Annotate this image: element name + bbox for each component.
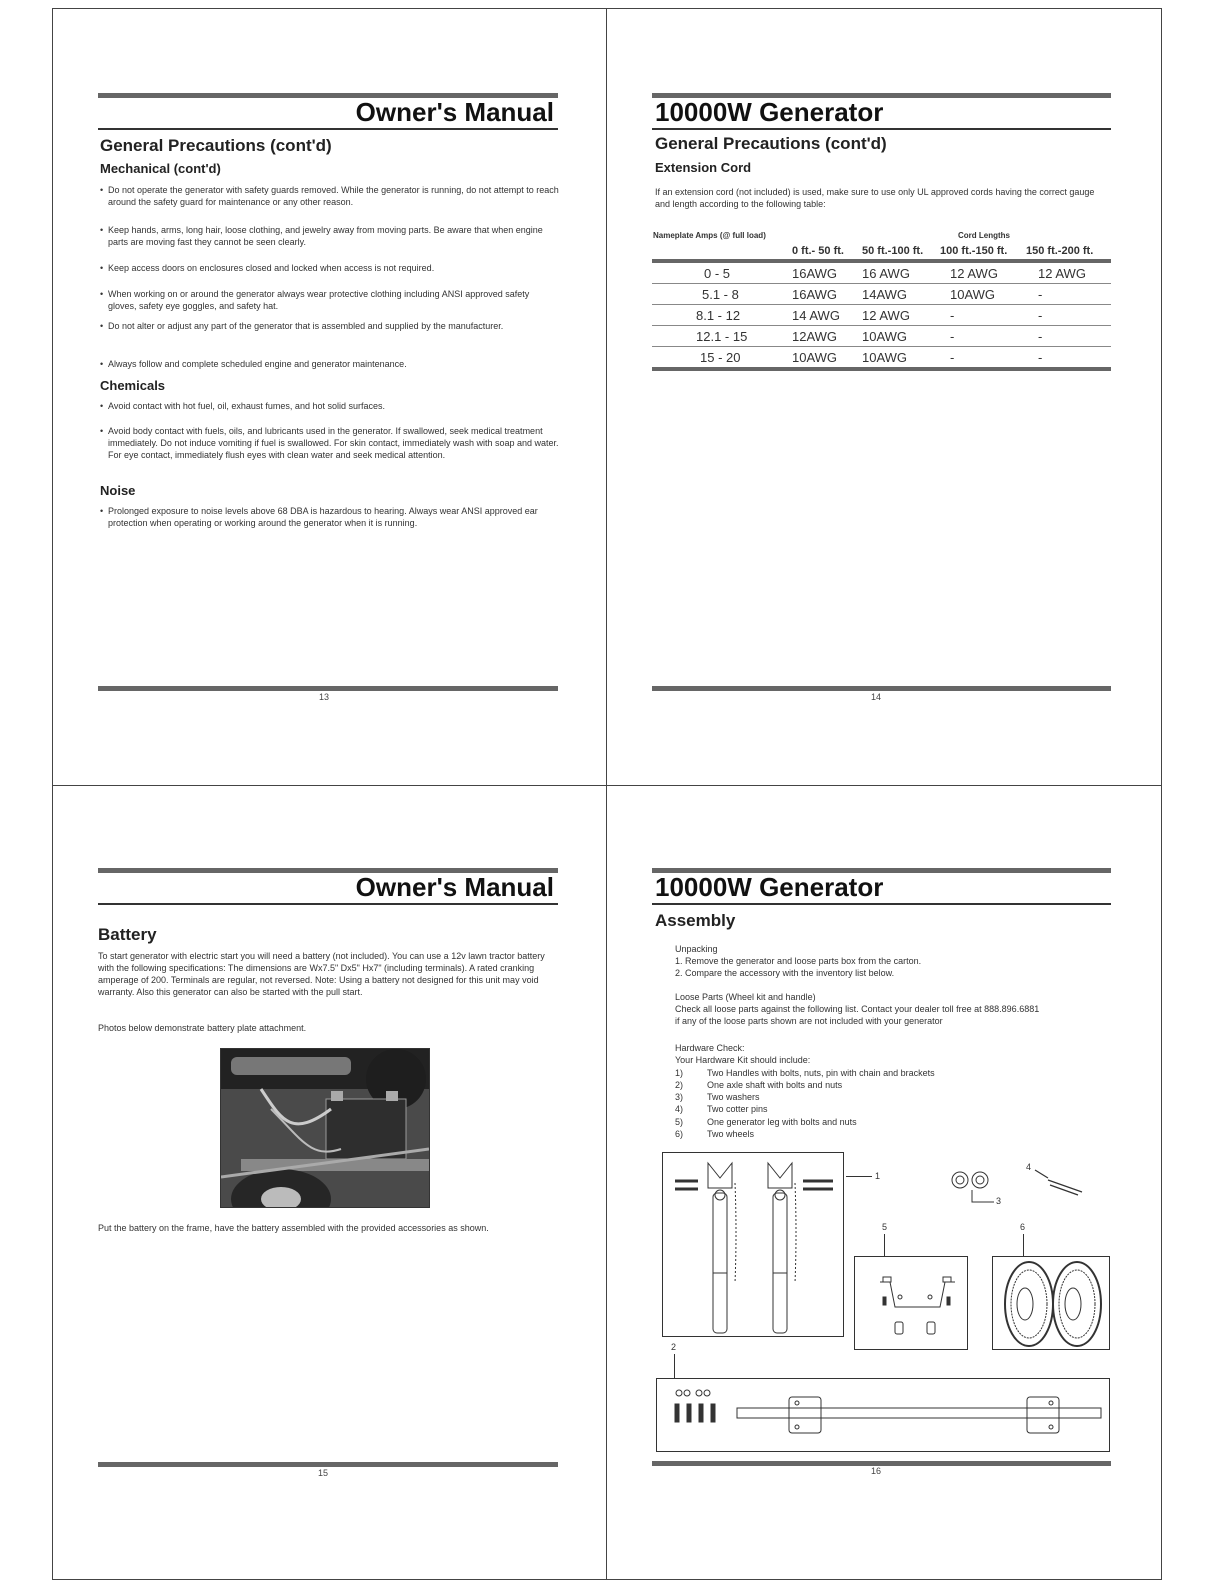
awg-cell: 10AWG bbox=[862, 347, 940, 370]
loose-parts-text: if any of the loose parts shown are not included with your generator bbox=[675, 1016, 943, 1026]
bullet-item: • Do not alter or adjust any part of the generator that is assembled and supplied by the manufacturer. bbox=[100, 321, 504, 331]
awg-cell: 12 AWG bbox=[862, 305, 940, 326]
table-row bbox=[652, 326, 1111, 347]
page-title: 10000W Generator bbox=[655, 97, 884, 127]
table-row bbox=[652, 305, 1111, 326]
loose-parts-title: Loose Parts (Wheel kit and handle) bbox=[675, 992, 816, 1002]
horizontal-divider bbox=[52, 785, 1162, 786]
section-title: General Precautions (cont'd) bbox=[100, 136, 332, 155]
table-group-header: Cord Lengths bbox=[958, 231, 1010, 240]
subsection-heading: Extension Cord bbox=[655, 160, 752, 175]
battery-paragraph: To start generator with electric start you will need a battery (not included). You can use a 12v lawn tractor battery with the following specifications: The dimensions are Wx7.5" Dx5" Hx7" (including terminals). A rated cranking amperage of 200. Terminals are regular, not reversed. Note: Using a battery not designed for this unit may void warranty. Also this generator can also be started with the pull start. bbox=[98, 951, 545, 997]
bullet-item: • When working on or around the generator always wear protective clothing including ANSI approved safety gloves, safety eye goggles, and safety hat. bbox=[100, 289, 530, 311]
callout-label: 1 bbox=[875, 1171, 881, 1181]
battery-photo bbox=[220, 1048, 430, 1208]
vertical-divider bbox=[606, 8, 607, 1580]
awg-cell: - bbox=[1026, 347, 1111, 370]
callout-label: 4 bbox=[1026, 1162, 1032, 1172]
awg-cell: - bbox=[1026, 284, 1111, 305]
callout-line bbox=[846, 1176, 872, 1177]
leg-diagram bbox=[854, 1256, 968, 1350]
awg-cell: - bbox=[1026, 326, 1111, 347]
page-number: 14 bbox=[870, 692, 881, 702]
awg-cell: - bbox=[940, 326, 1026, 347]
washers-diagram bbox=[950, 1168, 1000, 1208]
title-rule bbox=[98, 128, 558, 130]
table-header-row bbox=[652, 243, 1111, 261]
hardware-item: 1) Two Handles with bolts, nuts, pin with chain and brackets bbox=[675, 1068, 935, 1078]
extension-cord-table bbox=[652, 243, 1111, 371]
awg-cell: 14 AWG bbox=[792, 305, 862, 326]
awg-cell: 14AWG bbox=[862, 284, 940, 305]
bullet-item: • Avoid body contact with fuels, oils, and lubricants used in the generator. If swallowed, seek medical treatment immediately. Do not induce vomiting if fuel is swallowed. For skin contact, immediately wash with soap and water. For eye contact, immediately flush eyes with clean water and seek medical attention. bbox=[100, 426, 559, 460]
callout-label: 2 bbox=[671, 1342, 677, 1352]
page-title: Owner's Manual bbox=[355, 872, 554, 902]
awg-cell: - bbox=[940, 305, 1026, 326]
page-number: 15 bbox=[317, 1468, 328, 1478]
wheels-diagram bbox=[992, 1256, 1110, 1350]
awg-cell: - bbox=[1026, 305, 1111, 326]
callout-line bbox=[1023, 1234, 1024, 1256]
subsection-heading: Noise bbox=[100, 483, 136, 498]
column-header: 0 ft.- 50 ft. bbox=[792, 245, 844, 257]
hardware-item: 5) One generator leg with bolts and nuts bbox=[675, 1117, 857, 1127]
table-row bbox=[652, 284, 1111, 305]
column-header: 100 ft.-150 ft. bbox=[940, 245, 1008, 257]
awg-cell: 10AWG bbox=[792, 347, 862, 370]
page-number: 13 bbox=[318, 692, 329, 702]
hardware-item: 6) Two wheels bbox=[675, 1129, 755, 1139]
subsection-heading: Chemicals bbox=[100, 378, 166, 393]
bottom-rule bbox=[98, 1462, 558, 1467]
section-title: General Precautions (cont'd) bbox=[655, 134, 887, 153]
hardware-title: Hardware Check: bbox=[675, 1043, 745, 1053]
unpacking-step: 1. Remove the generator and loose parts box from the carton. bbox=[675, 956, 922, 966]
awg-cell: - bbox=[940, 347, 1026, 370]
cotter-pins-diagram bbox=[1030, 1168, 1085, 1198]
hardware-intro: Your Hardware Kit should include: bbox=[675, 1055, 811, 1065]
hardware-item: 4) Two cotter pins bbox=[675, 1104, 768, 1114]
bottom-rule bbox=[652, 686, 1111, 691]
hardware-item: 2) One axle shaft with bolts and nuts bbox=[675, 1080, 843, 1090]
column-header: 150 ft.-200 ft. bbox=[1026, 245, 1094, 257]
table-row-header: Nameplate Amps (@ full load) bbox=[653, 231, 766, 240]
callout-label: 5 bbox=[882, 1222, 888, 1232]
awg-cell: 10AWG bbox=[862, 326, 940, 347]
callout-label: 3 bbox=[996, 1196, 1002, 1206]
amps-cell: 15 - 20 bbox=[652, 347, 792, 370]
title-rule bbox=[652, 128, 1111, 130]
page-title: 10000W Generator bbox=[655, 872, 884, 902]
handles-diagram bbox=[662, 1152, 844, 1337]
bottom-rule bbox=[98, 686, 558, 691]
awg-cell: 12 AWG bbox=[940, 261, 1026, 284]
bullet-item: • Keep hands, arms, long hair, loose clothing, and jewelry away from moving parts. Be aware that when engine parts are moving fast they cannot be seen clearly. bbox=[100, 225, 543, 247]
bullet-item: • Avoid contact with hot fuel, oil, exhaust fumes, and hot solid surfaces. bbox=[100, 401, 385, 411]
page-number: 16 bbox=[870, 1466, 881, 1476]
title-rule bbox=[652, 903, 1111, 905]
hardware-item: 3) Two washers bbox=[675, 1092, 760, 1102]
photo-caption: Photos below demonstrate battery plate attachment. bbox=[98, 1023, 307, 1033]
amps-cell: 5.1 - 8 bbox=[652, 284, 792, 305]
column-header: 50 ft.-100 ft. bbox=[862, 245, 924, 257]
awg-cell: 16 AWG bbox=[862, 261, 940, 284]
awg-cell: 16AWG bbox=[792, 284, 862, 305]
callout-line bbox=[884, 1234, 885, 1256]
amps-cell: 0 - 5 bbox=[652, 261, 792, 284]
amps-cell: 8.1 - 12 bbox=[652, 305, 792, 326]
section-title: Battery bbox=[98, 925, 157, 944]
table-row bbox=[652, 261, 1111, 284]
amps-cell: 12.1 - 15 bbox=[652, 326, 792, 347]
section-title: Assembly bbox=[655, 911, 736, 930]
awg-cell: 10AWG bbox=[940, 284, 1026, 305]
loose-parts-text: Check all loose parts against the following list. Contact your dealer toll free at 888.896.6881 bbox=[675, 1004, 1040, 1014]
awg-cell: 12 AWG bbox=[1026, 261, 1111, 284]
unpacking-step: 2. Compare the accessory with the inventory list below. bbox=[675, 968, 895, 978]
bullet-item: • Always follow and complete scheduled engine and generator maintenance. bbox=[100, 359, 407, 369]
callout-line bbox=[674, 1354, 675, 1378]
bullet-item: • Do not operate the generator with safety guards removed. While the generator is running, do not attempt to reach around the safety guard for maintenance or any other reason. bbox=[100, 185, 559, 207]
unpacking-title: Unpacking bbox=[675, 944, 718, 954]
axle-diagram bbox=[656, 1378, 1110, 1452]
awg-cell: 12AWG bbox=[792, 326, 862, 347]
bullet-item: • Prolonged exposure to noise levels above 68 DBA is hazardous to hearing. Always wear ANSI approved ear protection when operating or working around the generator when it is running. bbox=[100, 506, 538, 528]
subsection-heading: Mechanical (cont'd) bbox=[100, 161, 221, 176]
table-row bbox=[652, 347, 1111, 370]
callout-label: 6 bbox=[1020, 1222, 1026, 1232]
battery-instructions: Put the battery on the frame, have the battery assembled with the provided accessories as shown. bbox=[98, 1223, 489, 1233]
page-title: Owner's Manual bbox=[355, 97, 554, 127]
intro-paragraph: If an extension cord (not included) is used, make sure to use only UL approved cords having the correct gauge and length according to the following table: bbox=[655, 187, 1095, 209]
awg-cell: 16AWG bbox=[792, 261, 862, 284]
bullet-item: • Keep access doors on enclosures closed and locked when access is not required. bbox=[100, 263, 435, 273]
title-rule bbox=[98, 903, 558, 905]
